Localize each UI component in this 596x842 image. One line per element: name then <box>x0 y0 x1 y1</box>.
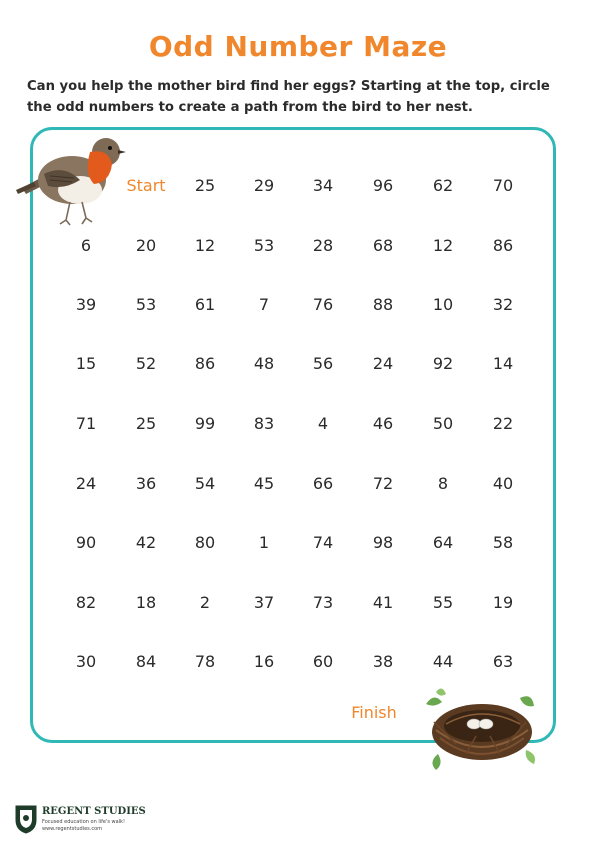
maze-number[interactable]: 71 <box>75 414 97 433</box>
maze-number[interactable]: 63 <box>492 652 514 671</box>
maze-number[interactable]: 72 <box>372 474 394 493</box>
maze-number[interactable]: 15 <box>75 354 97 373</box>
maze-number[interactable]: 44 <box>432 652 454 671</box>
maze-number[interactable]: 60 <box>312 652 334 671</box>
maze-number[interactable]: 20 <box>135 236 157 255</box>
maze-number[interactable]: 22 <box>492 414 514 433</box>
maze-number[interactable]: 29 <box>253 176 275 195</box>
maze-number[interactable]: 56 <box>312 354 334 373</box>
maze-number[interactable]: 25 <box>194 176 216 195</box>
maze-number[interactable]: 32 <box>492 295 514 314</box>
maze-number[interactable]: 86 <box>194 354 216 373</box>
maze-number[interactable]: 52 <box>135 354 157 373</box>
maze-number[interactable]: 70 <box>492 176 514 195</box>
maze-number[interactable]: 76 <box>312 295 334 314</box>
maze-number[interactable]: 53 <box>253 236 275 255</box>
maze-number[interactable]: 28 <box>312 236 334 255</box>
maze-number[interactable]: 99 <box>194 414 216 433</box>
maze-number[interactable]: 37 <box>253 593 275 612</box>
maze-number[interactable]: 68 <box>372 236 394 255</box>
maze-number[interactable]: 40 <box>492 474 514 493</box>
maze-number[interactable]: 12 <box>432 236 454 255</box>
maze-number[interactable]: 10 <box>432 295 454 314</box>
maze-number[interactable]: 96 <box>372 176 394 195</box>
maze-number[interactable]: 45 <box>253 474 275 493</box>
maze-number[interactable]: 46 <box>372 414 394 433</box>
maze-number[interactable]: 98 <box>372 533 394 552</box>
maze-number[interactable]: 86 <box>492 236 514 255</box>
maze-number[interactable]: 78 <box>194 652 216 671</box>
page-title: Odd Number Maze <box>148 30 448 63</box>
maze-number[interactable]: 16 <box>253 652 275 671</box>
shield-icon <box>14 804 38 834</box>
maze-number[interactable]: 14 <box>492 354 514 373</box>
maze-number[interactable]: 24 <box>372 354 394 373</box>
maze-number[interactable]: 84 <box>135 652 157 671</box>
maze-number[interactable]: 6 <box>80 236 92 255</box>
maze-number[interactable]: 64 <box>432 533 454 552</box>
maze-number[interactable]: 88 <box>372 295 394 314</box>
maze-number[interactable]: 34 <box>312 176 334 195</box>
maze-number[interactable]: 55 <box>432 593 454 612</box>
maze-number[interactable]: 58 <box>492 533 514 552</box>
maze-number[interactable]: 74 <box>312 533 334 552</box>
maze-number[interactable]: 8 <box>437 474 449 493</box>
maze-number[interactable]: 41 <box>372 593 394 612</box>
footer-url: www.regentstudies.com <box>42 826 103 832</box>
maze-number[interactable]: 1 <box>258 533 270 552</box>
maze-number[interactable]: 54 <box>194 474 216 493</box>
maze-number[interactable]: 53 <box>135 295 157 314</box>
maze-number[interactable]: 83 <box>253 414 275 433</box>
maze-number[interactable]: 90 <box>75 533 97 552</box>
footer-brand: REGENT STUDIES <box>42 806 146 817</box>
footer-tagline: Focused education on life's walk! <box>42 819 125 825</box>
maze-number[interactable]: 42 <box>135 533 157 552</box>
nest-icon <box>416 684 544 772</box>
finish-label: Finish <box>351 703 397 722</box>
maze-number[interactable]: 61 <box>194 295 216 314</box>
footer-logo <box>14 804 154 838</box>
maze-number[interactable]: 39 <box>75 295 97 314</box>
maze-number[interactable]: 92 <box>432 354 454 373</box>
maze-number[interactable]: 73 <box>312 593 334 612</box>
maze-number[interactable]: 38 <box>372 652 394 671</box>
maze-number[interactable]: 18 <box>135 593 157 612</box>
maze-number[interactable]: 2 <box>199 593 211 612</box>
maze-number[interactable]: 48 <box>253 354 275 373</box>
instructions: Can you help the mother bird find her eggs? Starting at the top, circle the odd numbers to create a path from the bird to her nest. <box>27 79 550 115</box>
start-label: Start <box>126 176 166 195</box>
maze-number[interactable]: 36 <box>135 474 157 493</box>
robin-icon <box>14 130 132 230</box>
maze-number[interactable]: 24 <box>75 474 97 493</box>
maze-number[interactable]: 82 <box>75 593 97 612</box>
maze-number[interactable]: 50 <box>432 414 454 433</box>
maze-number[interactable]: 30 <box>75 652 97 671</box>
maze-number[interactable]: 80 <box>194 533 216 552</box>
maze-number[interactable]: 25 <box>135 414 157 433</box>
maze-number[interactable]: 19 <box>492 593 514 612</box>
maze-number[interactable]: 62 <box>432 176 454 195</box>
maze-number[interactable]: 66 <box>312 474 334 493</box>
maze-number[interactable]: 7 <box>258 295 270 314</box>
maze-number[interactable]: 12 <box>194 236 216 255</box>
maze-number[interactable]: 4 <box>317 414 329 433</box>
